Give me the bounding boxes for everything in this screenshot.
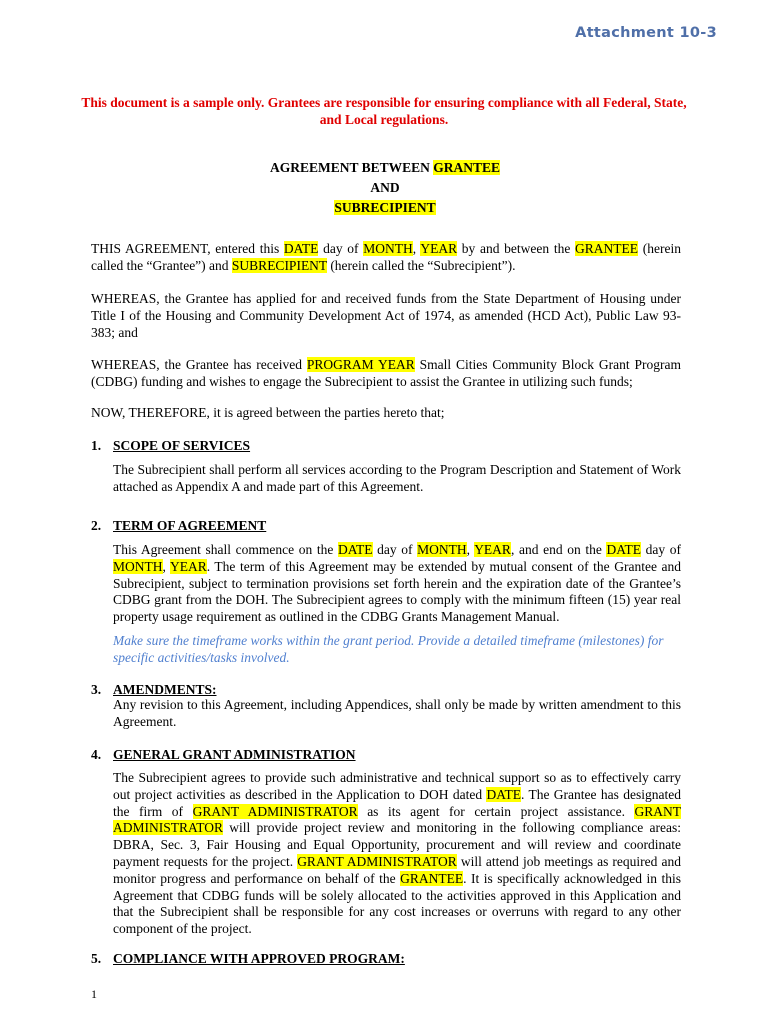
- now-therefore-paragraph: NOW, THEREFORE, it is agreed between the parties hereto that;: [91, 405, 445, 420]
- title-line1: AGREEMENT BETWEEN: [269, 160, 434, 175]
- timeframe-note: Make sure the timeframe works within the grant period. Provide a detailed timeframe (milestones) for specific activities/tasks involved.: [113, 633, 664, 665]
- title-subrecipient: SUBRECIPIENT: [334, 200, 436, 215]
- section-4-body: The Subrecipient agrees to provide such administrative and technical support so as to effectively carry out project activities as described in the Application to DOH dated DATE. The Grantee has designated the firm of GRANT ADMINISTRATOR as its agent for certain project assistance. GRANT ADMINISTRATOR will provide project review and monitoring in the following compliance areas: DBRA, Sec. 3, Fair Housing and Equal Opportunity, procurement and will review and coordinate payment requests for the project. GRANT ADMINISTRATOR will attend job meetings as required and monitor progress and performance on behalf of the GRANTEE. It is specifically acknowledged in this Agreement that CDBG funds will be solely allocated to the activities approved in this Application and that the Subrecipient shall be responsible for any cost increases or overruns with regard to any other component of the project.: [113, 770, 681, 937]
- whereas-paragraph-1: WHEREAS, the Grantee has applied for and received funds from the State Department of Housing under Title I of the Housing and Community Development Act of 1974, as amended (HCD Act), Public Law 93-383; and: [91, 291, 681, 340]
- section-4-heading: 4. GENERAL GRANT ADMINISTRATION: [91, 747, 356, 762]
- section-5-heading: 5. COMPLIANCE WITH APPROVED PROGRAM:: [91, 951, 405, 966]
- section-1-heading: 1. SCOPE OF SERVICES: [91, 438, 251, 453]
- section-2-body: This Agreement shall commence on the DATE day of MONTH, YEAR, and end on the DATE day of MONTH, YEAR. The term of this Agreement may be extended by mutual consent of the Grantee and Subrecipient, subject to termination provisions set forth herein and the expiration date of the Grantee’s CDBG grant from the DOH. The Subrecipient agrees to comply with the minimum fifteen (15) year real property usage requirement as outlined in the CDBG Grants Management Manual.: [113, 542, 682, 625]
- disclaimer: This document is a sample only. Grantees are responsible for ensuring compliance with all Federal, State, and Local regulations.: [81, 95, 687, 127]
- title-line2: AND: [370, 180, 400, 195]
- attachment-label: Attachment 10-3: [575, 25, 717, 41]
- section-3-body: Any revision to this Agreement, including Appendices, shall only be made by written amendment to this Agreement.: [113, 697, 681, 729]
- title-grantee: GRANTEE: [433, 160, 501, 175]
- section-2-heading: 2. TERM OF AGREEMENT: [91, 518, 267, 533]
- agreement-title: [0, 158, 770, 218]
- whereas-paragraph-2: WHEREAS, the Grantee has received PROGRAM YEAR Small Cities Community Block Grant Program (CDBG) funding and wishes to engage the Subrecipient to assist the Grantee in utilizing such funds;: [91, 357, 681, 389]
- section-3-heading: 3. AMENDMENTS:: [91, 682, 217, 697]
- page-number: 1: [91, 987, 97, 1001]
- section-1-body: The Subrecipient shall perform all services according to the Program Description and Statement of Work attached as Appendix A and made part of this Agreement.: [113, 462, 681, 494]
- intro-paragraph: THIS AGREEMENT, entered this DATE day of MONTH, YEAR by and between the GRANTEE (herein called the “Grantee”) and SUBRECIPIENT (herein called the “Subrecipient”).: [91, 241, 681, 273]
